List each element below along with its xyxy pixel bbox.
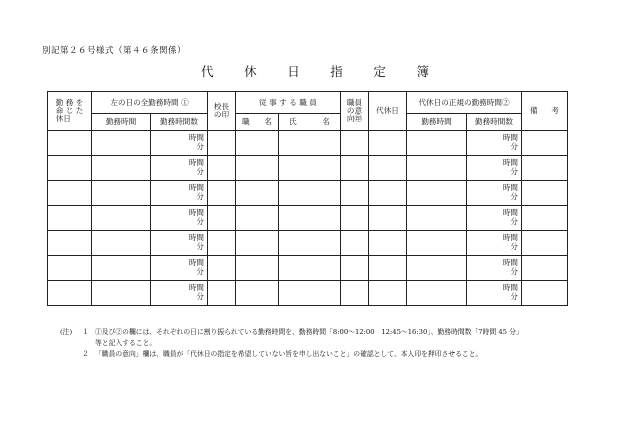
entry-cell[interactable]	[48, 156, 92, 181]
minutes-unit: 分	[510, 292, 518, 301]
entry-row	[48, 256, 568, 281]
entry-cell[interactable]	[92, 206, 151, 231]
entry-cell[interactable]	[279, 181, 341, 206]
entry-row	[48, 206, 568, 231]
header-regular-work-time: 代休日の正規の勤務時間②	[407, 92, 522, 114]
hours-minutes-cell[interactable]	[151, 256, 208, 281]
entry-cell[interactable]	[369, 206, 407, 231]
entry-cell[interactable]	[369, 281, 407, 306]
entry-cell[interactable]	[341, 131, 369, 156]
minutes-unit: 分	[196, 267, 204, 276]
entry-cell[interactable]	[208, 181, 236, 206]
note-text: 「職員の意向」欄は、職員が「代休日の指定を希望していない旨を申し出ないこと」の確認として、本人印を押印させること。	[95, 350, 483, 358]
hours-unit: 時間	[502, 158, 518, 168]
entry-cell[interactable]	[92, 256, 151, 281]
hours-unit: 時間	[188, 208, 204, 218]
hours-minutes-cell[interactable]	[467, 281, 522, 306]
notes-label: (注)	[60, 328, 73, 336]
entry-cell[interactable]	[48, 256, 92, 281]
entry-cell[interactable]	[522, 206, 568, 231]
minutes-unit: 分	[196, 292, 204, 301]
entry-cell[interactable]	[369, 156, 407, 181]
minutes-unit: 分	[196, 217, 204, 226]
note-text: 等と記入すること。	[95, 339, 157, 347]
entry-cell[interactable]	[341, 156, 369, 181]
entry-cell[interactable]	[279, 206, 341, 231]
entry-cell[interactable]	[407, 181, 467, 206]
hours-unit: 時間	[502, 258, 518, 268]
hours-minutes-cell[interactable]	[151, 131, 208, 156]
entry-cell[interactable]	[369, 181, 407, 206]
minutes-unit: 分	[510, 217, 518, 226]
title-char: 指	[330, 64, 343, 79]
entry-cell[interactable]	[522, 281, 568, 306]
title-char: 休	[244, 64, 257, 79]
entry-cell[interactable]	[407, 206, 467, 231]
entry-cell[interactable]	[48, 231, 92, 256]
header-work-hours: 勤務時間	[407, 114, 467, 131]
entry-cell[interactable]	[92, 156, 151, 181]
hours-unit: 時間	[502, 283, 518, 293]
title-char: 代	[201, 64, 214, 79]
entry-cell[interactable]	[522, 156, 568, 181]
entry-cell[interactable]	[236, 231, 279, 256]
header-principal-seal: 校長 の印	[208, 92, 236, 131]
note-number: ２	[82, 350, 89, 358]
entry-cell[interactable]	[236, 131, 279, 156]
header-position: 職 名	[236, 114, 279, 131]
entry-cell[interactable]	[341, 231, 369, 256]
entry-cell[interactable]	[92, 181, 151, 206]
header-work-hours-count: 勤務時間数	[467, 114, 522, 131]
entry-row	[48, 181, 568, 206]
hours-unit: 時間	[188, 258, 204, 268]
entry-cell[interactable]	[407, 156, 467, 181]
entry-row	[48, 156, 568, 181]
hours-minutes-cell[interactable]	[467, 131, 522, 156]
entry-cell[interactable]	[279, 156, 341, 181]
substitute-holiday-register-table	[47, 91, 568, 306]
header-remarks: 備 考	[522, 92, 568, 131]
note-number: １	[82, 328, 89, 336]
notes	[60, 327, 620, 360]
hours-minutes-cell[interactable]	[151, 231, 208, 256]
hours-unit: 時間	[188, 158, 204, 168]
entry-cell[interactable]	[92, 131, 151, 156]
minutes-unit: 分	[196, 242, 204, 251]
entry-cell[interactable]	[369, 256, 407, 281]
hours-minutes-cell[interactable]	[151, 181, 208, 206]
minutes-unit: 分	[510, 142, 518, 151]
entry-cell[interactable]	[236, 256, 279, 281]
entry-row	[48, 281, 568, 306]
entry-cell[interactable]	[522, 181, 568, 206]
entry-row	[48, 231, 568, 256]
entry-cell[interactable]	[341, 181, 369, 206]
hours-unit: 時間	[502, 233, 518, 243]
entry-cell[interactable]	[208, 281, 236, 306]
form-code: 別記第２６号様式（第４６条関係）	[42, 46, 187, 56]
hours-unit: 時間	[502, 208, 518, 218]
title-char: 定	[373, 64, 386, 79]
header-work-ordered-day: 勤 務 を 命 じ た 休日	[48, 92, 92, 131]
minutes-unit: 分	[510, 192, 518, 201]
hours-unit: 時間	[188, 183, 204, 193]
entry-cell[interactable]	[208, 231, 236, 256]
hours-minutes-cell[interactable]	[151, 206, 208, 231]
entry-cell[interactable]	[341, 206, 369, 231]
entry-cell[interactable]	[208, 131, 236, 156]
hours-minutes-cell[interactable]	[467, 206, 522, 231]
minutes-unit: 分	[510, 267, 518, 276]
title-char: 日	[287, 64, 300, 79]
entry-cell[interactable]	[522, 256, 568, 281]
minutes-unit: 分	[196, 192, 204, 201]
entry-cell[interactable]	[208, 156, 236, 181]
header-work-hours-count: 勤務時間数	[151, 114, 208, 131]
hours-unit: 時間	[188, 133, 204, 143]
minutes-unit: 分	[196, 167, 204, 176]
entry-cell[interactable]	[369, 131, 407, 156]
entry-cell[interactable]	[48, 206, 92, 231]
minutes-unit: 分	[510, 242, 518, 251]
entry-cell[interactable]	[522, 231, 568, 256]
hours-unit: 時間	[502, 183, 518, 193]
entry-cell[interactable]	[341, 281, 369, 306]
hours-minutes-cell[interactable]	[467, 156, 522, 181]
entry-cell[interactable]	[208, 256, 236, 281]
entry-cell[interactable]	[407, 256, 467, 281]
entry-cell[interactable]	[92, 231, 151, 256]
entry-cell[interactable]	[279, 256, 341, 281]
entry-cell[interactable]	[92, 281, 151, 306]
entry-cell[interactable]	[407, 131, 467, 156]
note-text: ①及び②の欄には、それぞれの日に割り振られている勤務時間を、勤務時間「8:00～12:00 12:45～16:30」、勤務時間数「7時間 45 分」	[95, 328, 523, 336]
form-title	[201, 62, 429, 80]
entry-row	[48, 131, 568, 156]
header-work-hours: 勤務時間	[92, 114, 151, 131]
header-staff-member: 従 事 す る 職 員	[236, 92, 341, 114]
entry-cell[interactable]	[341, 256, 369, 281]
minutes-unit: 分	[510, 167, 518, 176]
entry-cell[interactable]	[279, 231, 341, 256]
header-staff-intent: 職員 の意 向㊞	[341, 92, 369, 131]
entry-cell[interactable]	[208, 206, 236, 231]
hours-minutes-cell[interactable]	[467, 181, 522, 206]
hours-minutes-cell[interactable]	[151, 281, 208, 306]
entry-cell[interactable]	[407, 231, 467, 256]
entry-cell[interactable]	[48, 181, 92, 206]
entry-cell[interactable]	[522, 131, 568, 156]
header-name: 氏 名	[279, 114, 341, 131]
header-substitute-day: 代休日	[369, 92, 407, 131]
entry-cell[interactable]	[279, 131, 341, 156]
entry-cell[interactable]	[236, 281, 279, 306]
entry-cell[interactable]	[236, 156, 279, 181]
hours-minutes-cell[interactable]	[467, 231, 522, 256]
minutes-unit: 分	[196, 142, 204, 151]
hours-unit: 時間	[188, 233, 204, 243]
entry-cell[interactable]	[48, 131, 92, 156]
hours-unit: 時間	[188, 283, 204, 293]
hours-minutes-cell[interactable]	[151, 156, 208, 181]
entry-cell[interactable]	[48, 281, 92, 306]
hours-unit: 時間	[502, 133, 518, 143]
entry-cell[interactable]	[407, 281, 467, 306]
entry-cell[interactable]	[236, 181, 279, 206]
hours-minutes-cell[interactable]	[467, 256, 522, 281]
entry-cell[interactable]	[279, 281, 341, 306]
title-char: 簿	[416, 64, 429, 79]
entry-cell[interactable]	[369, 231, 407, 256]
entry-cell[interactable]	[236, 206, 279, 231]
header-full-work-time: 左の日の全勤務時間 ①	[92, 92, 208, 114]
